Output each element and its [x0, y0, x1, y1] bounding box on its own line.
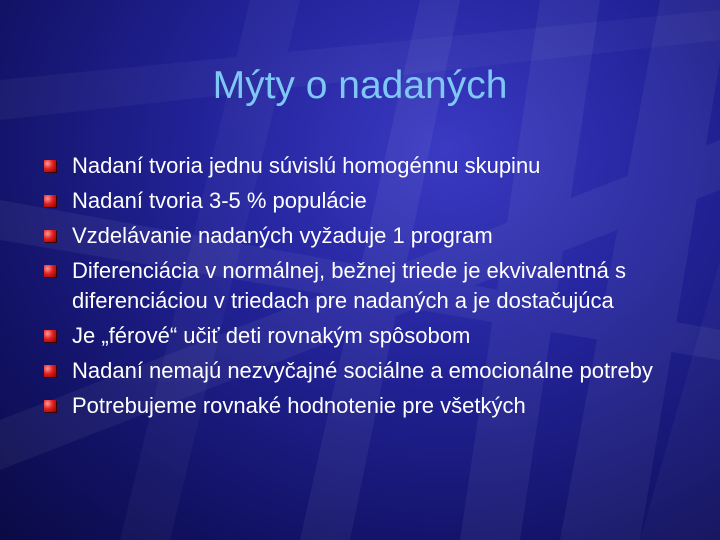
bullet-text: Nadaní tvoria jednu súvislú homogénnu skupinu — [72, 153, 541, 178]
red-square-bullet-icon — [44, 265, 56, 277]
bullet-item — [44, 186, 694, 216]
bullet-item — [44, 391, 694, 421]
red-square-bullet-icon — [44, 365, 56, 377]
bullet-text: Vzdelávanie nadaných vyžaduje 1 program — [72, 223, 493, 248]
bullet-text: Nadaní nemajú nezvyčajné sociálne a emocionálne potreby — [72, 358, 653, 383]
bullet-item — [44, 321, 694, 351]
bullet-text: Je „férové“ učiť deti rovnakým spôsobom — [72, 323, 471, 348]
bullet-item — [44, 221, 694, 251]
bullet-list — [44, 151, 694, 426]
red-square-bullet-icon — [44, 330, 56, 342]
bullet-text: Potrebujeme rovnaké hodnotenie pre všetkých — [72, 393, 526, 418]
bullet-item — [44, 256, 694, 316]
red-square-bullet-icon — [44, 230, 56, 242]
slide-title: Mýty o nadaných — [212, 64, 508, 107]
bullet-item — [44, 151, 694, 181]
red-square-bullet-icon — [44, 400, 56, 412]
bullet-item — [44, 356, 694, 386]
bullet-text: Nadaní tvoria 3-5 % populácie — [72, 188, 367, 213]
red-square-bullet-icon — [44, 160, 56, 172]
bullet-text: Diferenciácia v normálnej, bežnej triede je ekvivalentná s diferenciáciou v triedach pre nadaných a je dostačujúca — [72, 258, 626, 313]
red-square-bullet-icon — [44, 195, 56, 207]
